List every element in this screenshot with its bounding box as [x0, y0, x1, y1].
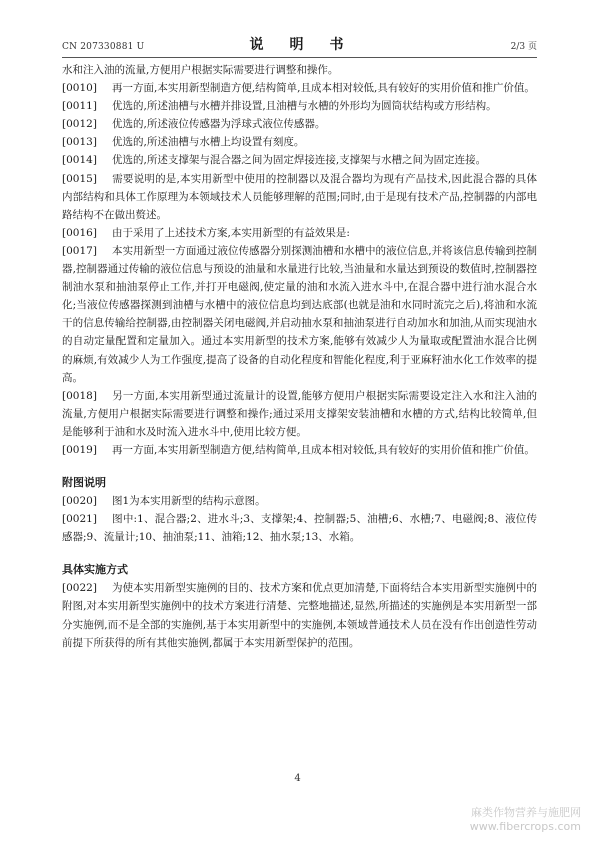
paragraph — [62, 224, 537, 242]
paragraph-number: [0012] — [62, 118, 97, 131]
paragraph — [62, 579, 537, 651]
paragraph-number: [0020] — [62, 495, 97, 508]
paragraph — [62, 441, 537, 459]
paragraph-text: 优选的,所述液位传感器为浮球式液位传感器。 — [112, 118, 326, 131]
paragraph — [62, 492, 537, 510]
paragraph-text: 由于采用了上述技术方案,本实用新型的有益效果是: — [112, 226, 350, 239]
paragraph-text: 再一方面,本实用新型制造方便,结构简单,且成本相对较低,具有较好的实用价值和推广价值。 — [112, 443, 535, 456]
paragraph-text: 优选的,所述油槽与水槽上均设置有刻度。 — [112, 136, 305, 149]
paragraph-number: [0016] — [62, 226, 97, 239]
paragraph — [62, 61, 537, 79]
paragraph — [62, 133, 537, 151]
paragraph-text: 图1为本实用新型的结构示意图。 — [112, 495, 266, 508]
section-heading-drawings: 附图说明 — [62, 476, 106, 490]
paragraph-number: [0017] — [62, 244, 97, 257]
paragraph — [62, 510, 537, 546]
watermark-title: 麻类作物营养与施肥网 — [471, 806, 581, 819]
paragraph-number: [0013] — [62, 136, 97, 149]
paragraph-text: 图中:1、混合器;2、进水斗;3、支撑架;4、控制器;5、油槽;6、水槽;7、电磁阀;8、液位传感器;9、流量计;10、抽油泵;11、油箱;12、抽水泵;13、水箱。 — [62, 513, 537, 544]
paragraph-number: [0015] — [62, 172, 97, 185]
paragraph — [62, 170, 537, 224]
header-divider — [62, 57, 537, 58]
paragraph — [62, 115, 537, 133]
page-header — [62, 34, 537, 56]
paragraph-text: 本实用新型一方面通过液位传感器分别探测油槽和水槽中的液位信息,并将该信息传输到控制器,控制器通过传输的液位信息与预设的油量和水量进行比较,当油量和水量达到预设的数值时,控制器控制油水泵和抽油泵停止工作,并打开电磁阀,使定量的油和水流入进水斗中,在混合器中进行油水混合水化;当液位传感器探测到油槽与水槽中的液位信息均到达底部(也就是油和水同时流完之后),将油和水流干的信息传输给控制器,由控制器关闭电磁阀,并启动抽水泵和抽油泵进行自动加水和加油,从而实现油水的自动定量配置和定量加入。通过本实用新型的技术方案,能够有效减少人为量取或配置油水混合比例的麻烦,有效减少人为工作强度,提高了设备的自动化程度和智能化程度,利于亚麻籽油水化工作效率的提高。 — [62, 244, 537, 384]
paragraph-number: [0010] — [62, 82, 97, 95]
watermark-url: www.fibercrops.com — [469, 820, 581, 833]
paragraph-number: [0011] — [62, 100, 97, 113]
paragraph-number: [0014] — [62, 154, 97, 167]
paragraph — [62, 97, 537, 115]
paragraph-text: 水和注入油的流量,方便用户根据实际需要进行调整和操作。 — [62, 64, 339, 76]
section-heading-embodiment: 具体实施方式 — [62, 563, 128, 577]
section-spacer — [62, 459, 537, 474]
paragraph — [62, 79, 537, 97]
paragraph-text: 再一方面,本实用新型制造方便,结构简单,且成本相对较低,具有较好的实用价值和推广价值。 — [112, 82, 535, 95]
paragraph-text: 需要说明的是,本实用新型中使用的控制器以及混合器均为现有产品技术,因此混合器的具体内部结构和具体工作原理为本领域技术人员能够理解的范围;同时,由于是现有技术产品,控制器的内部电路结构不在做出赘述。 — [62, 172, 537, 221]
page-indicator: 2/3 页 — [510, 42, 537, 52]
paragraph — [62, 387, 537, 441]
document-body — [62, 61, 537, 652]
paragraph-number: [0019] — [62, 443, 97, 456]
document-title: 说 明 书 — [249, 37, 350, 53]
paragraph — [62, 151, 537, 169]
paragraph-number: [0021] — [62, 513, 97, 526]
paragraph-number: [0018] — [62, 389, 97, 402]
section-spacer — [62, 546, 537, 561]
paragraph-text: 为使本实用新型实施例的目的、技术方案和优点更加清楚,下面将结合本实用新型实施例中的附图,对本实用新型实施例中的技术方案进行清楚、完整地描述,显然,所描述的实施例是本实用新型一部分实施例,而不是全部的实施例,基于本实用新型中的实施例,本领域普通技术人员在没有作出创造性劳动前提下所获得的所有其他实施例,都属于本实用新型保护的范围。 — [62, 582, 537, 649]
page-number: 4 — [294, 773, 301, 784]
site-watermark — [470, 806, 581, 834]
patent-number: CN 207330881 U — [62, 42, 145, 52]
paragraph-text: 另一方面,本实用新型通过流量计的设置,能够方便用户根据实际需要设定注入水和注入油的流量,方便用户根据实际需要进行调整和操作;通过采用支撑架安装油槽和水槽的方式,结构比较简单,但是能够利于油和水及时流入进水斗中,使用比较方便。 — [62, 389, 537, 438]
paragraph-number: [0022] — [62, 582, 97, 595]
paragraph-text: 优选的,所述支撑架与混合器之间为固定焊接连接,支撑架与水槽之间为固定连接。 — [112, 154, 487, 167]
paragraph — [62, 242, 537, 387]
paragraph-text: 优选的,所述油槽与水槽并排设置,且油槽与水槽的外形均为圆筒状结构或方形结构。 — [112, 100, 497, 113]
